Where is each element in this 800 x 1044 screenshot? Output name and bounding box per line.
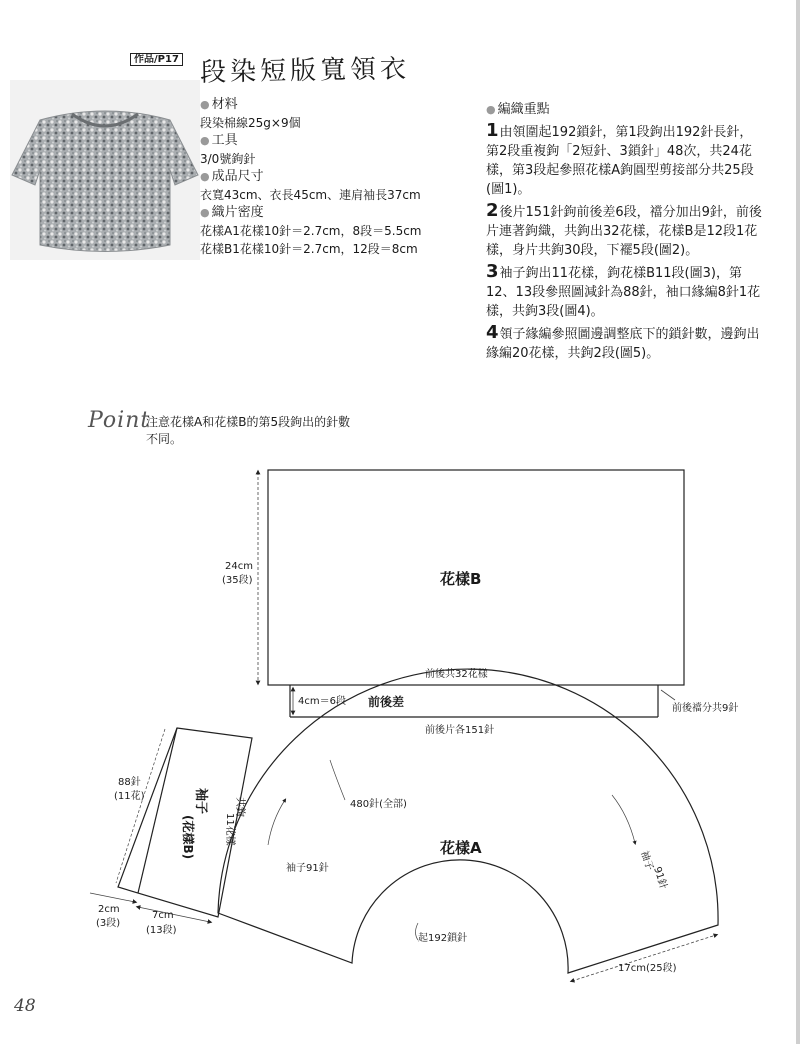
instruction-number: 2 xyxy=(486,200,499,221)
sleeve-side-note-1: 共鉤 xyxy=(234,797,245,817)
sleeve-patterns: (11花) xyxy=(114,791,145,802)
body-each-stitches: 前後片各151針 xyxy=(425,725,495,736)
yoke-right-sleeve-1: 袖子 xyxy=(638,849,655,872)
size-heading: ● 成品尺寸 xyxy=(200,168,490,186)
body-height-cm: 24cm xyxy=(225,561,253,572)
schematic-svg xyxy=(0,455,800,1015)
instruction-item xyxy=(486,323,764,363)
instruction-text: 由領圍起192鎖針，第1段鉤出192針長針，第2段重複鉤「2短針、3鎖針」48次，共24花樣，第3段起參照花樣A鉤圓型剪接部分共25段(圖1)。 xyxy=(486,125,754,197)
yoke-shape xyxy=(218,669,718,973)
yoke-left-sleeve: 袖子91針 xyxy=(286,863,329,874)
page-number: 48 xyxy=(14,996,36,1016)
materials-heading: ● 材料 xyxy=(200,96,490,114)
yoke-start-chain: 起192鎖針 xyxy=(418,933,468,944)
point-script-label: Point xyxy=(88,408,151,433)
body-pattern-label: 花樣B xyxy=(440,570,482,588)
instruction-number: 1 xyxy=(486,120,499,141)
yoke-outer-total: 480針(全部) xyxy=(350,799,407,810)
instruction-number: 3 xyxy=(486,261,499,282)
sleeve-cuff-cm: 2cm xyxy=(98,904,120,915)
sleeve-cuff-line xyxy=(138,728,177,893)
instruction-text: 袖子鉤出11花樣，鉤花樣B11段(圖3)，第12、13段參照圖減針為88針，袖口緣編8針1花樣，共鉤3段(圖4)。 xyxy=(486,266,761,319)
instruction-text: 領子緣編參照圖邊調整底下的鎖針數，邊鉤出緣編20花樣，共鉤2段(圖5)。 xyxy=(486,327,760,361)
yoke-depth: 17cm(25段) xyxy=(618,963,677,974)
gauge-a-value: 花樣A1花樣10針＝2.7cm，8段＝5.5cm xyxy=(200,224,422,238)
yoke-pattern-label: 花樣A xyxy=(440,839,482,857)
sleeve-stitches: 88針 xyxy=(118,777,141,788)
sleeve-title: 袖子 xyxy=(193,788,208,815)
sleeve-width-rows: (13段) xyxy=(146,925,177,936)
instruction-item xyxy=(486,121,764,199)
yoke-left-sleeve-arc xyxy=(268,800,285,845)
tools-value: 3/0號鉤針 xyxy=(200,152,256,166)
instructions-block xyxy=(486,100,764,365)
yoke-outer-pointer xyxy=(330,760,345,800)
instruction-item xyxy=(486,201,764,260)
tools-heading: ● 工具 xyxy=(200,132,490,150)
instruction-number: 4 xyxy=(486,322,499,343)
yoke-depth-dimension xyxy=(572,935,716,981)
gusset-pointer xyxy=(661,690,675,700)
pattern-title: 段染短版寬領衣 xyxy=(199,54,411,88)
instruction-text: 後片151針鉤前後差6段，襠分加出9針，前後片連著鉤織，共鉤出32花樣，花樣B是12段1花樣，身片共鉤30段，下襬5段(圖2)。 xyxy=(486,205,762,258)
size-value: 衣寬43cm、衣長45cm、連肩袖長37cm xyxy=(200,188,421,202)
body-total-patterns: 前後共32花樣 xyxy=(425,669,488,680)
body-height-rows: (35段) xyxy=(222,575,253,586)
yoke-right-sleeve-2: 91針 xyxy=(651,865,669,891)
sleeve-cuff-dimension xyxy=(90,893,135,902)
sweater-photo-illustration xyxy=(10,80,200,260)
sleeve-width-dimension xyxy=(138,907,210,922)
point-note: 注意花樣A和花樣B的第5段鉤出的針數不同。 xyxy=(146,415,351,446)
sleeve-pattern-label: (花樣B) xyxy=(181,815,195,860)
instructions-heading: ● 編織重點 xyxy=(486,100,764,119)
materials-block xyxy=(200,96,490,258)
schematic-diagrams xyxy=(0,455,800,1015)
sleeve-width-cm: 7cm xyxy=(152,910,174,921)
sweater-photo xyxy=(10,80,200,260)
sleeve-stitches-dimension xyxy=(116,729,165,883)
difference-title: 前後差 xyxy=(368,695,405,709)
materials-value: 段染棉線25g×9個 xyxy=(200,116,301,130)
sleeve-cuff-rows: (3段) xyxy=(96,918,121,929)
gauge-b-value: 花樣B1花樣10針＝2.7cm，12段＝8cm xyxy=(200,242,418,256)
instruction-item xyxy=(486,262,764,321)
gusset-stitches: 前後襠分共9針 xyxy=(672,703,739,714)
difference-length: 4cm＝6段 xyxy=(298,696,346,707)
work-reference-text: 作品/P17 xyxy=(130,53,183,66)
sleeve-side-note-2: 11花樣 xyxy=(224,813,235,846)
work-reference-label xyxy=(130,50,183,65)
gauge-heading: ● 織片密度 xyxy=(200,204,490,222)
yoke-right-sleeve-arc xyxy=(612,795,635,843)
